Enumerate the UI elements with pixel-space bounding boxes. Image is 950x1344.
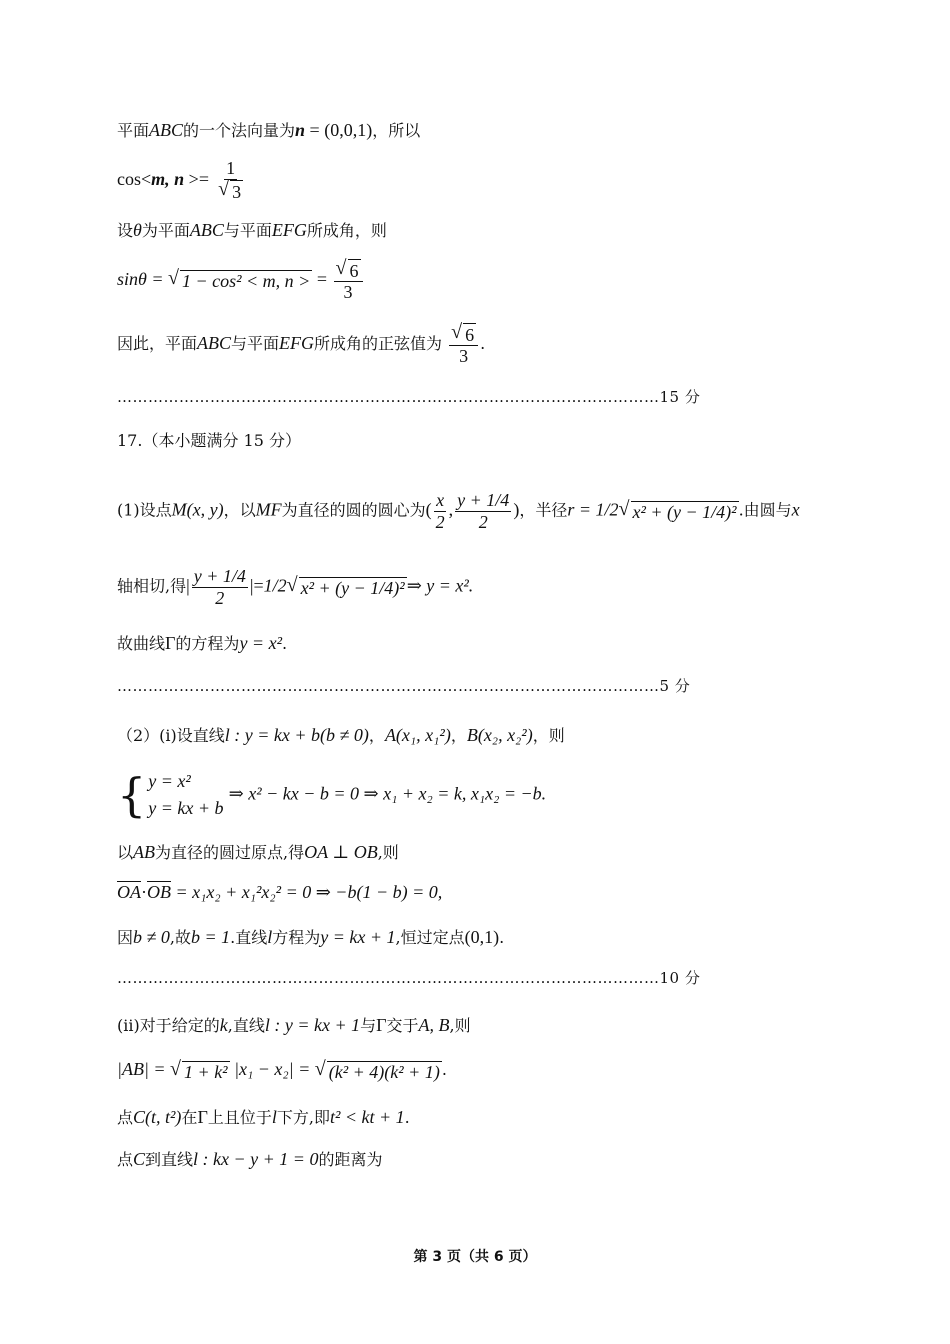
- fraction: $\frac{y + 1/4}{2}$: [193, 566, 246, 608]
- question-17-heading: 17.（本小题满分 15 分）: [117, 431, 301, 450]
- line-system: { y = x² y = kx + b ⇒ x² − kx − b = 0 ⇒ x₁ + x₂ = k, x₁x₂ = −b.: [117, 768, 547, 822]
- line-conclusion: 因此，平面ABC与平面EFG所成角的正弦值为 √ $\frac{6}{3}$ .: [117, 322, 485, 367]
- line-cos: cos<m, n >= 1 √ 3: [117, 158, 247, 203]
- line-part2-ii: (ii)对于给定的k,直线l : y = kx + 1与Γ交于A, B,则: [117, 1015, 471, 1035]
- line-normal-vector: 平面ABC的一个法向量为n = (0,0,1)，所以: [117, 120, 421, 140]
- score-line-10: ……………………………………………………………………………………………10 分: [117, 969, 701, 987]
- line-distance: 点C到直线l : kx − y + 1 = 0的距离为: [117, 1149, 383, 1169]
- line-theta-def: 设θ为平面ABC与平面EFG所成角，则: [117, 220, 387, 240]
- line-part2-setup: （2）(i)设直线l : y = kx + b(b ≠ 0)，A(x₁, x₁²)，B(x₂, x₂²)，则: [117, 725, 565, 745]
- line-origin-condition: 以AB为直径的圆过原点,得OA ⊥ OB,则: [117, 842, 399, 862]
- fraction: $\frac{y + 1/4}{2}$: [457, 490, 510, 532]
- line-dot-product: OA·OB = x₁x₂ + x₁²x₂² = 0 ⇒ −b(1 − b) = 0,: [117, 882, 443, 902]
- line-part1-setup: (1)设点M(x, y)，以MF为直径的圆的圆心为( $\frac{x}{2}$ , $\frac{y + 1/4}{2}$ )，半径r = 1/2√ x² + (y − 1/4)² .由圆与x: [117, 490, 800, 532]
- fraction: √ $\frac{6}{3}$: [449, 322, 478, 367]
- line-chord-length: |AB| = √ 1 + k² |x₁ − x₂| = √ (k² + 4)(k² + 1) .: [117, 1060, 447, 1081]
- line-curve-equation: 故曲线Γ的方程为y = x².: [117, 633, 288, 653]
- fraction: 1 √ 3: [216, 158, 245, 203]
- brace: {: [117, 768, 147, 822]
- line-tangent: 轴相切,得| $\frac{y + 1/4}{2}$ |=1/2√ x² + (y − 1/4)² ⇒ y = x².: [117, 566, 473, 608]
- line-fixed-point: 因b ≠ 0,故b = 1.直线l方程为y = kx + 1,恒过定点(0,1).: [117, 927, 505, 947]
- line-sin: sinθ = √ 1 − cos² < m, n > = √ $\frac{6}{3}$: [117, 258, 365, 303]
- fraction: √ $\frac{6}{3}$: [334, 258, 363, 303]
- score-line-15: ……………………………………………………………………………………………15 分: [117, 388, 701, 406]
- fraction: $\frac{x}{2}$: [435, 490, 445, 532]
- score-line-5: ……………………………………………………………………………………………5 分: [117, 677, 691, 695]
- line-point-c: 点C(t, t²)在Γ上且位于l下方,即t² < kt + 1.: [117, 1107, 410, 1127]
- page-footer: 第 3 页（共 6 页）: [413, 1249, 537, 1265]
